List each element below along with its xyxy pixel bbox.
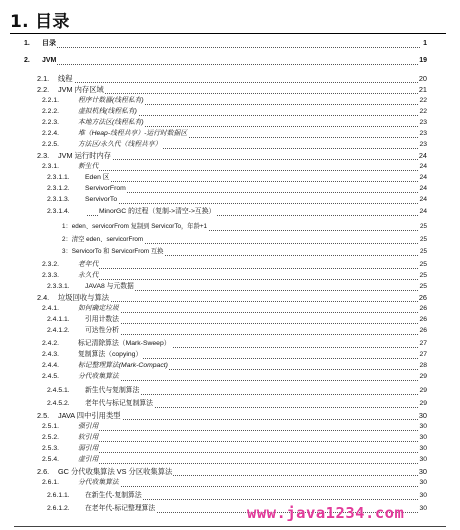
toc-entry-number: 2.6.1.2.	[47, 505, 70, 512]
toc-entry-number: 2.2.1.	[42, 97, 60, 104]
toc-dot-leader	[87, 191, 420, 193]
toc-entry-title: 3：ServicorTo 和 ServicorFrom 互换	[62, 246, 164, 258]
toc-dot-leader	[80, 379, 420, 381]
toc-entry-title: 垃圾回收与算法	[58, 293, 110, 302]
toc-entry-title: 虚拟机栈(线程私有)	[78, 106, 138, 118]
toc-entry-number: 2.6.	[37, 467, 50, 476]
toc-dot-leader	[60, 158, 420, 160]
toc-entry-number: 2.5.2.	[42, 434, 60, 441]
toc-entry[interactable]	[0, 246, 460, 258]
toc-entry-title: 1：eden、servicorFrom 复制到 ServicorTo，年龄+1	[62, 221, 208, 233]
toc-entry-number: 2.2.3.	[42, 119, 60, 126]
toc-entry-page: 26	[418, 314, 427, 326]
toc-entry-page: 25	[419, 246, 427, 258]
toc-dot-leader	[80, 311, 420, 313]
toc-entry[interactable]	[0, 454, 460, 466]
toc-dot-leader	[44, 46, 420, 48]
page-title: 1. 目录	[10, 12, 70, 32]
toc-entry-number: 2.2.	[37, 85, 50, 94]
toc-entry-page: 24	[418, 206, 427, 218]
toc-entry-number: 2.5.	[37, 411, 50, 420]
toc-entry-title: 强引用	[78, 421, 99, 433]
toc-entry-number: 2.	[24, 57, 30, 64]
toc-entry-page: 30	[418, 454, 427, 466]
toc-entry-title: 本地方法区(线程私有)	[78, 117, 145, 129]
toc-entry-page: 30	[418, 432, 427, 444]
toc-entry-number: 2.4.1.	[42, 305, 60, 312]
toc-entry-number: 2.4.5.	[42, 373, 60, 380]
toc-entry-page: 25	[418, 270, 427, 282]
toc-dot-leader	[80, 485, 420, 487]
toc-entry-title: JAVA8 与元数据	[85, 281, 135, 293]
toc-entry-number: 2.4.	[37, 293, 50, 302]
toc-entry-number: 2.3.3.1.	[47, 283, 70, 290]
toc-entry-title: 方法区/永久代（线程共享）	[78, 139, 162, 151]
page-bottom-rule	[14, 526, 446, 527]
toc-entry-title: 目录	[42, 38, 57, 50]
toc-entry-page: 23	[418, 139, 427, 151]
toc-entry-page: 29	[418, 398, 427, 410]
toc-entry[interactable]	[0, 206, 460, 218]
toc-dot-leader	[87, 289, 420, 291]
toc-entry-title: JAVA 四中引用类型	[58, 411, 121, 420]
toc-entry-number: 2.3.1.3.	[47, 196, 70, 203]
toc-entry-page: 21	[418, 85, 427, 94]
toc-dot-leader	[80, 440, 420, 442]
toc-entry-title: JVM 运行时内存	[58, 151, 112, 160]
toc-entry-number: 2.4.1.2.	[47, 327, 70, 334]
toc-entry-title: 弱引用	[78, 443, 99, 455]
toc-entry-title: 老年代与标记复制算法	[85, 398, 154, 410]
toc-entry-page: 1	[422, 38, 427, 50]
toc-entry-number: 1.	[24, 40, 30, 47]
toc-entry-title: 老年代	[78, 259, 99, 271]
toc-entry-number: 2.4.5.1.	[47, 387, 70, 394]
toc-entry-number: 2.2.4.	[42, 130, 60, 137]
toc-entry-page: 24	[418, 172, 427, 184]
toc-entry-page: 20	[418, 74, 427, 83]
toc-entry-number: 2.2.2.	[42, 108, 60, 115]
toc-dot-leader	[44, 63, 420, 65]
toc-entry-page: 30	[418, 421, 427, 433]
toc-entry-page: 24	[418, 161, 427, 173]
toc-entry-title: Eden 区	[85, 172, 111, 184]
toc-entry-page: 30	[418, 411, 427, 420]
watermark: www.java1234.com	[247, 504, 405, 522]
toc-entry-number: 2.3.1.4.	[47, 208, 70, 215]
toc-entry[interactable]	[0, 371, 460, 383]
toc-entry-title: 线程	[58, 74, 73, 83]
toc-entry-page: 25	[418, 281, 427, 293]
toc-entry-page: 30	[418, 490, 427, 502]
toc-entry[interactable]	[0, 194, 460, 206]
toc-entry-title: 新生代	[78, 161, 99, 173]
toc-entry[interactable]	[0, 385, 460, 397]
toc-entry-title: JVM 内存区域	[58, 85, 104, 94]
toc-entry-page: 26	[418, 325, 427, 337]
toc-entry-page: 25	[419, 221, 427, 233]
toc-entry-title: GC 分代收集算法 VS 分区收集算法	[58, 467, 173, 476]
toc-dot-leader	[80, 429, 420, 431]
toc-dot-leader	[80, 169, 420, 171]
toc-entry-number: 2.1.	[37, 74, 50, 83]
title-rule	[10, 33, 446, 34]
toc-dot-leader	[80, 278, 420, 280]
toc-entry-number: 2.3.2.	[42, 261, 60, 268]
toc-entry-page: 29	[418, 385, 427, 397]
toc-entry-page: 26	[418, 303, 427, 315]
toc-entry-number: 2.3.1.1.	[47, 174, 70, 181]
toc-entry-title: 虚引用	[78, 454, 99, 466]
toc-entry-title: 分代收集算法	[78, 371, 120, 383]
toc-entry-number: 2.6.1.1.	[47, 492, 70, 499]
toc-entry-number: 2.3.	[37, 151, 50, 160]
toc-entry-title: 在新生代-复制算法	[85, 490, 143, 502]
toc-dot-leader	[80, 462, 420, 464]
toc-entry-title: 永久代	[78, 270, 99, 282]
toc-entry-title: 可达性分析	[85, 325, 120, 337]
toc-entry-number: 2.5.1.	[42, 423, 60, 430]
toc-entry-page: 23	[418, 117, 427, 129]
toc-entry-page: 26	[418, 293, 427, 302]
toc-dot-leader	[60, 81, 420, 83]
toc-entry[interactable]	[0, 221, 460, 233]
toc-entry-title: MinorGC 的过程（复制->清空->互换）	[99, 206, 216, 218]
toc-entry-number: 2.6.1.	[42, 479, 60, 486]
toc-entry-page: 29	[418, 371, 427, 383]
toc-entry-page: 30	[418, 477, 427, 489]
toc-entry-title: ServivorFrom	[85, 183, 127, 195]
toc-entry-page: 19	[418, 55, 427, 67]
toc-entry-page: 28	[418, 360, 427, 372]
toc-dot-leader	[60, 92, 420, 94]
toc-entry[interactable]	[0, 55, 460, 67]
toc-dot-leader	[80, 267, 420, 269]
toc-entry[interactable]	[0, 38, 460, 50]
toc-entry-page: 25	[418, 259, 427, 271]
toc-entry-page: 30	[418, 443, 427, 455]
toc-entry-page: 30	[418, 503, 427, 515]
toc-entry-number: 2.4.3.	[42, 351, 60, 358]
toc-entry-number: 2.4.1.1.	[47, 316, 70, 323]
toc-entry-title: 程序计数器(线程私有)	[78, 95, 145, 107]
toc-entry-page: 24	[418, 194, 427, 206]
toc-entry-page: 24	[418, 151, 427, 160]
toc-entry-title: ServivorTo	[85, 194, 118, 206]
toc-entry-title: 标记清除算法（Mark-Sweep）	[78, 338, 172, 350]
toc-entry-number: 2.3.1.2.	[47, 185, 70, 192]
toc-entry-page: 22	[418, 106, 427, 118]
toc-entry-page: 23	[418, 128, 427, 140]
toc-entry-title: JVM	[42, 55, 57, 67]
toc-entry-title: 如何确定垃圾	[78, 303, 120, 315]
toc-dot-leader	[87, 322, 420, 324]
toc-entry-number: 2.5.3.	[42, 445, 60, 452]
toc-entry-title: 堆（Heap-线程共享）-运行时数据区	[78, 128, 188, 140]
toc-entry-number: 2.3.3.	[42, 272, 60, 279]
toc-dot-leader	[60, 300, 420, 302]
toc-entry-number: 2.5.4.	[42, 456, 60, 463]
toc-entry-number: 2.4.4.	[42, 362, 60, 369]
toc-entry-title: 软引用	[78, 432, 99, 444]
toc-entry-title: 新生代与复制算法	[85, 385, 140, 397]
toc-entry-number: 2.2.5.	[42, 141, 60, 148]
toc-dot-leader	[80, 451, 420, 453]
toc-dot-leader	[87, 333, 420, 335]
toc-entry-page: 27	[418, 349, 427, 361]
toc-dot-leader	[87, 180, 420, 182]
toc-entry-title: 标记整理算法(Mark-Compact)	[78, 360, 169, 372]
toc-entry-title: 分代收集算法	[78, 477, 120, 489]
toc-entry-page: 30	[418, 467, 427, 476]
toc-entry-page: 24	[418, 183, 427, 195]
toc-entry[interactable]	[0, 325, 460, 337]
toc-entry[interactable]	[0, 477, 460, 489]
toc-entry-title: 引用计数法	[85, 314, 120, 326]
toc-entry[interactable]	[0, 398, 460, 410]
toc-entry-page: 27	[418, 338, 427, 350]
toc-entry-number: 2.4.2.	[42, 340, 60, 347]
toc-entry-title: 在老年代-标记整理算法	[85, 503, 156, 515]
toc-entry-number: 2.4.5.2.	[47, 400, 70, 407]
toc-entry[interactable]	[0, 234, 460, 246]
toc-entry-page: 25	[419, 234, 427, 246]
toc-entry-title: 复制算法（copying）	[78, 349, 143, 361]
toc-dot-leader	[87, 202, 420, 204]
toc-entry-number: 2.3.1.	[42, 163, 60, 170]
toc-entry[interactable]	[0, 490, 460, 502]
toc-entry-title: 2：清空 eden、servicorFrom	[62, 234, 144, 246]
toc-entry-page: 22	[418, 95, 427, 107]
